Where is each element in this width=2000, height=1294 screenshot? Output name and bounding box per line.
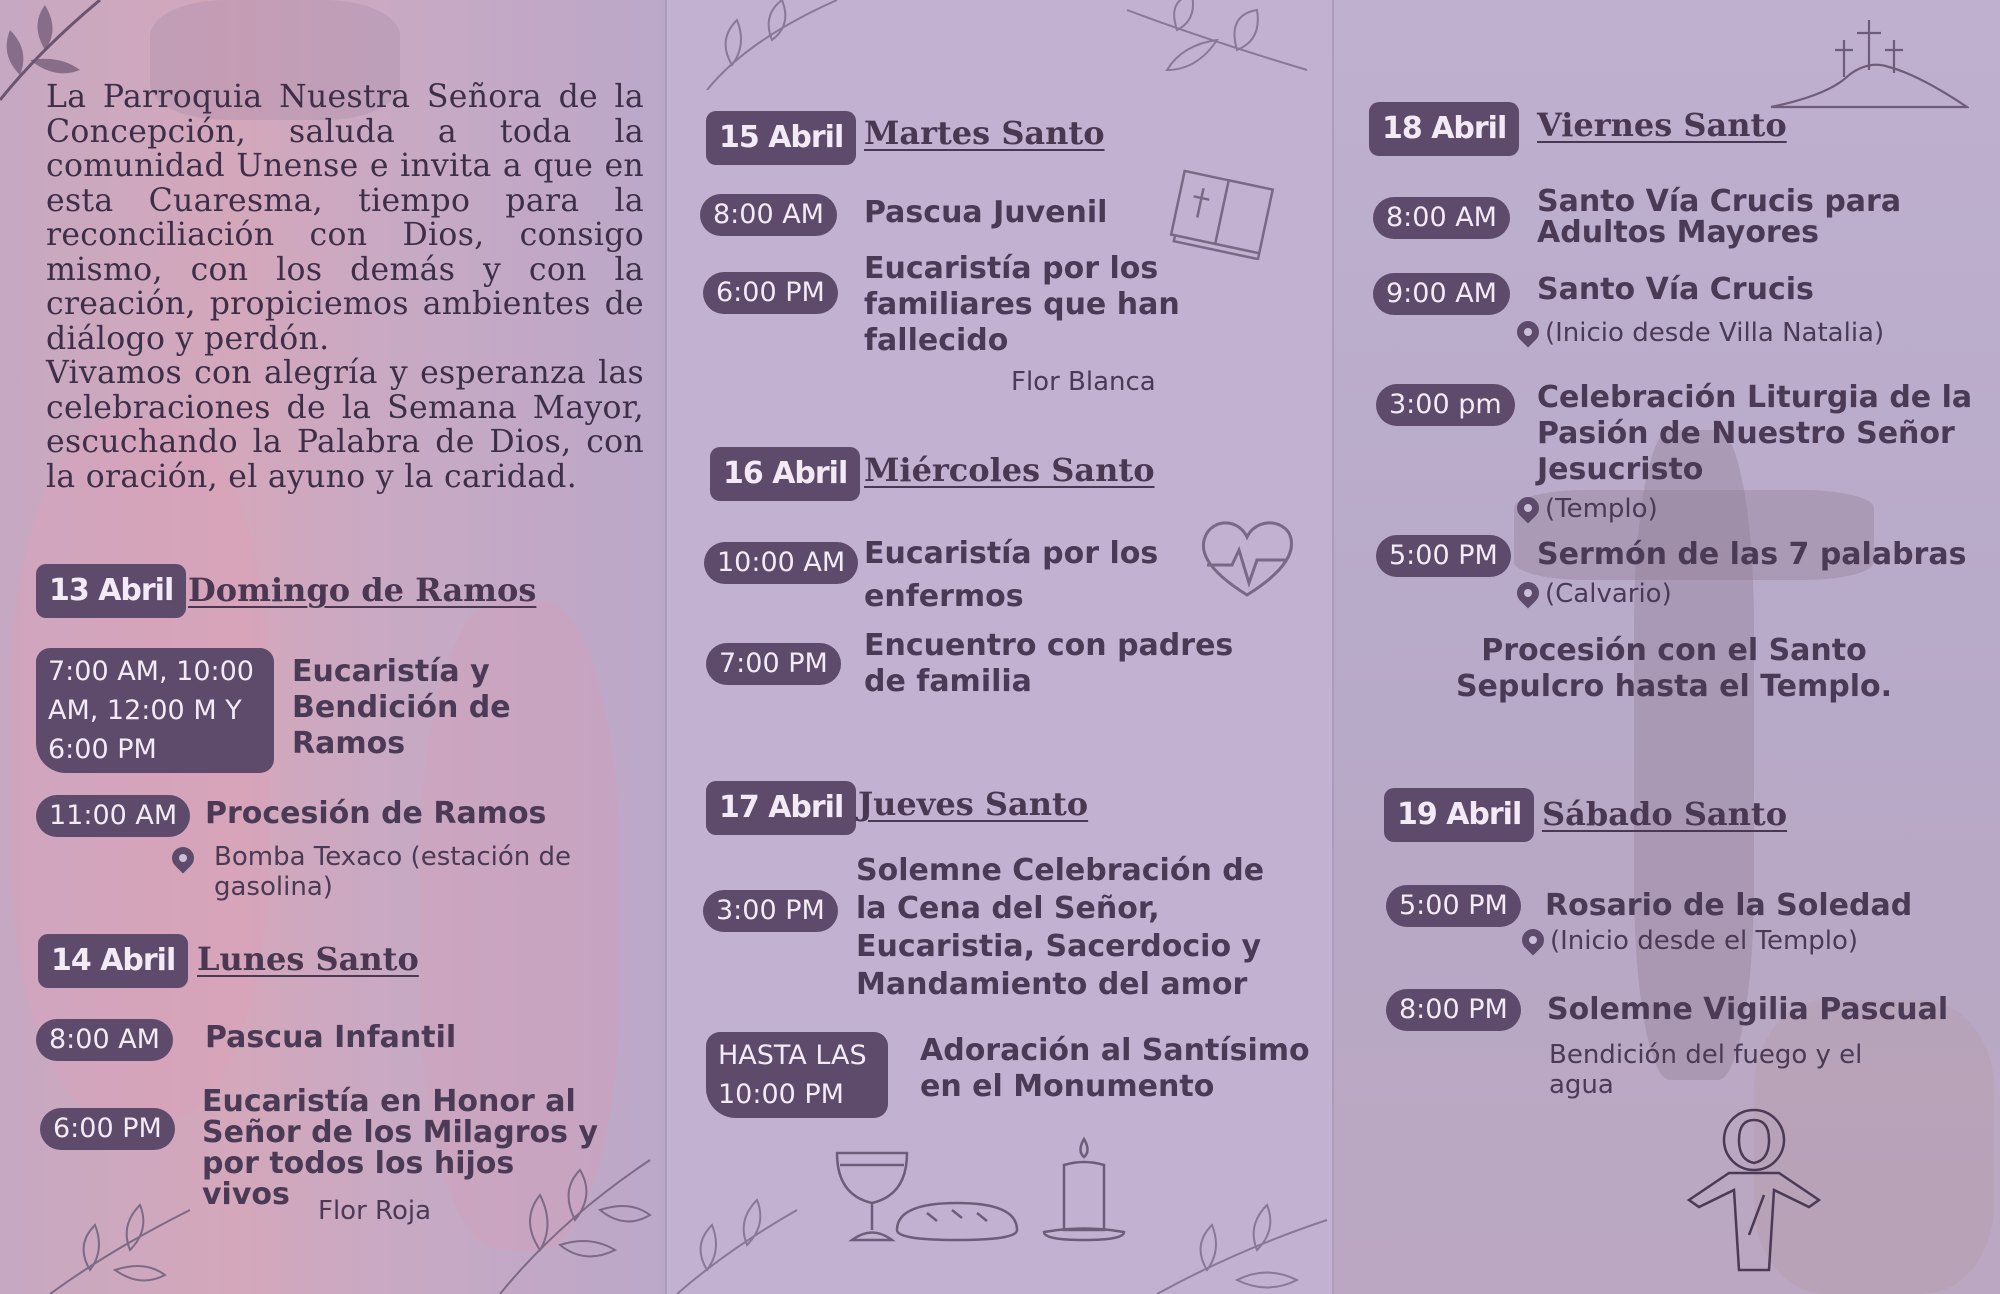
- date-badge-13-abril: 13 Abril: [36, 564, 186, 618]
- event-title: Procesión de Ramos: [205, 796, 547, 831]
- time-badge: 3:00 PM: [703, 890, 838, 932]
- left-panel: [0, 0, 665, 1294]
- location-pin-icon: [1522, 926, 1550, 956]
- date-badge-14-abril: 14 Abril: [38, 934, 188, 988]
- candle-icon: [1039, 1135, 1129, 1245]
- date-badge-18-abril: 18 Abril: [1369, 102, 1519, 156]
- event-title: Pascua Infantil: [205, 1020, 457, 1055]
- event-note: Flor Blanca: [1011, 367, 1156, 397]
- time-badge: 8:00 AM: [1373, 197, 1510, 239]
- event-location: [1522, 926, 1858, 956]
- event-location: [172, 842, 632, 902]
- location-pin-icon: [1517, 318, 1545, 348]
- location-pin-icon: [1517, 579, 1545, 609]
- day-title-domingo-de-ramos: Domingo de Ramos: [188, 571, 537, 609]
- middle-panel: [667, 0, 1332, 1294]
- event-title: Santo Vía Crucis para Adultos Mayores: [1537, 184, 1902, 250]
- time-badge: 6:00 PM: [40, 1108, 175, 1150]
- time-badge: 3:00 pm: [1376, 384, 1515, 426]
- leaf-branch-icon: [40, 1190, 200, 1294]
- closing-procession-text: Procesión con el Santo Sepulcro hasta el Templo.: [1455, 633, 1893, 704]
- event-location-text: (Inicio desde Villa Natalia): [1545, 318, 1885, 348]
- event-title: Rosario de la Soledad: [1545, 888, 1913, 923]
- event-location: [1517, 318, 1884, 348]
- event-location-text: (Inicio desde el Templo): [1550, 926, 1859, 956]
- day-title-miercoles-santo: Miércoles Santo: [864, 451, 1155, 489]
- event-location: [1517, 494, 1658, 524]
- date-badge-17-abril: 17 Abril: [706, 781, 856, 835]
- event-location: [1517, 579, 1672, 609]
- date-badge-19-abril: 19 Abril: [1384, 788, 1534, 842]
- bread-icon: [892, 1195, 1022, 1245]
- leaf-branch-icon: [667, 1190, 807, 1294]
- event-note: Bendición del fuego y el agua: [1549, 1040, 1863, 1100]
- event-note: Flor Roja: [318, 1196, 432, 1226]
- event-title: Eucaristía por los familiares que han fallecido: [864, 251, 1180, 358]
- intro-text: [46, 80, 644, 494]
- time-badge: HASTA LAS 10:00 PM: [706, 1032, 888, 1118]
- time-badge: 7:00 AM, 10:00 AM, 12:00 M Y 6:00 PM: [36, 648, 274, 773]
- event-title: Eucaristía por los enfermos: [864, 536, 1159, 614]
- leaf-branch-icon: [1117, 0, 1317, 80]
- heart-pulse-icon: [1197, 515, 1297, 605]
- day-title-jueves-santo: Jueves Santo: [858, 785, 1089, 823]
- day-title-viernes-santo: Viernes Santo: [1537, 106, 1787, 144]
- location-pin-icon: [1517, 494, 1545, 524]
- event-location-text: (Templo): [1545, 494, 1658, 524]
- bible-icon: [1167, 165, 1282, 260]
- time-badge: 9:00 AM: [1373, 273, 1510, 315]
- day-title-lunes-santo: Lunes Santo: [197, 940, 419, 978]
- time-badge: 10:00 AM: [704, 542, 858, 584]
- leaf-branch-icon: [1147, 1190, 1332, 1294]
- event-title: Encuentro con padres de familia: [864, 628, 1234, 699]
- time-badge: 11:00 AM: [36, 795, 190, 837]
- date-badge-15-abril: 15 Abril: [706, 111, 856, 165]
- event-location-text: Bomba Texaco (estación de gasolina): [214, 842, 572, 902]
- event-title: Pascua Juvenil: [864, 195, 1108, 230]
- time-badge: 7:00 PM: [706, 643, 841, 685]
- time-badge: 8:00 AM: [700, 194, 837, 236]
- date-badge-16-abril: 16 Abril: [710, 447, 860, 501]
- leaf-branch-icon: [687, 0, 847, 90]
- time-badge: 5:00 PM: [1386, 885, 1521, 927]
- location-pin-icon: [172, 844, 200, 874]
- intro-paragraph: La Parroquia Nuestra Señora de la Concepción, saluda a toda la comunidad Unense e invita a que en esta Cuaresma, tiempo para la reconciliación con Dios, consigo mismo, con los demás y con la creación, propiciemos ambientes de diálogo y perdón.: [46, 79, 644, 357]
- right-panel: [1334, 0, 2000, 1294]
- calvary-crosses-icon: [1769, 15, 1969, 110]
- event-title: Santo Vía Crucis: [1537, 272, 1814, 307]
- time-badge: 6:00 PM: [703, 272, 838, 314]
- day-title-sabado-santo: Sábado Santo: [1542, 795, 1788, 833]
- event-title: Solemne Celebración de la Cena del Señor, Eucaristia, Sacerdocio y Mandamiento del amor: [856, 853, 1265, 1002]
- event-title: Eucaristía y Bendición de Ramos: [292, 654, 511, 761]
- event-location-text: (Calvario): [1545, 579, 1672, 609]
- event-title: Celebración Liturgia de la Pasión de Nuestro Señor Jesucristo: [1537, 380, 1973, 487]
- event-title: Solemne Vigilia Pascual: [1547, 992, 1949, 1027]
- intro-paragraph: Vivamos con alegría y esperanza las celebraciones de la Semana Mayor, escuchando la Palabra de Dios, con la oración, el ayuno y la caridad.: [46, 355, 644, 495]
- day-title-martes-santo: Martes Santo: [864, 114, 1105, 152]
- event-title: Adoración al Santísimo en el Monumento: [920, 1033, 1310, 1104]
- time-badge: 8:00 AM: [36, 1019, 173, 1061]
- time-badge: 5:00 PM: [1376, 535, 1511, 577]
- event-title: Sermón de las 7 palabras: [1537, 537, 1967, 572]
- event-title: Eucaristía en Honor al Señor de los Milagros y por todos los hijos vivos: [202, 1084, 599, 1212]
- jesus-figure-icon: [1684, 1105, 1824, 1275]
- time-badge: 8:00 PM: [1386, 989, 1521, 1031]
